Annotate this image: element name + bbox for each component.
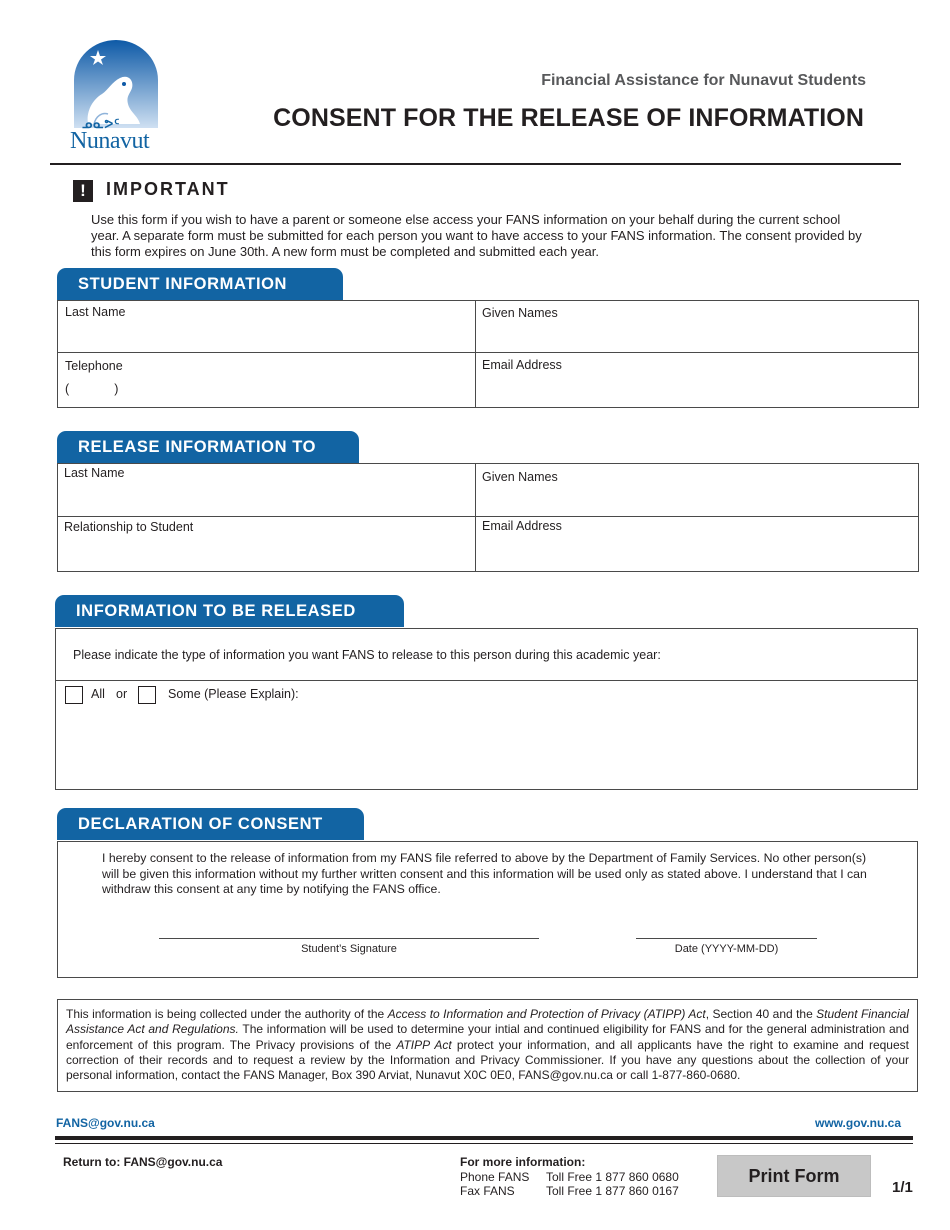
gov-website-link[interactable]: www.gov.nu.ca	[814, 1116, 901, 1130]
important-heading: IMPORTANT	[106, 179, 230, 199]
footer-divider-thin	[55, 1143, 913, 1144]
program-name: Financial Assistance for Nunavut Students	[541, 72, 866, 89]
return-to: Return to: FANS@gov.nu.ca	[63, 1155, 223, 1169]
all-label: All	[91, 687, 105, 701]
logo-wordmark: Nunavut	[70, 128, 150, 154]
declaration-heading: DECLARATION OF CONSENT	[57, 808, 364, 840]
fans-email-link[interactable]: FANS@gov.nu.ca	[56, 1116, 155, 1130]
release-to-box	[57, 463, 919, 572]
relationship-field[interactable]	[58, 517, 475, 571]
info-released-box	[55, 628, 918, 790]
signature-label: Student’s Signature	[301, 943, 397, 955]
page-number: 1/1	[892, 1179, 913, 1196]
contact-info	[460, 1155, 679, 1199]
student-last-name-label: Last Name	[65, 305, 126, 319]
fax-number: Toll Free 1 877 860 0167	[546, 1184, 679, 1198]
atipp-act-ref: Access to Information and Protection of Privacy (ATIPP) Act	[387, 1007, 706, 1021]
student-info-heading: STUDENT INFORMATION	[57, 268, 343, 300]
explain-textarea[interactable]	[166, 709, 906, 785]
exclamation-icon: !	[73, 180, 93, 202]
release-given-names-label: Given Names	[482, 470, 558, 484]
student-given-names-field[interactable]	[476, 301, 918, 352]
declaration-box	[57, 841, 918, 978]
date-line[interactable]	[636, 938, 817, 939]
declaration-text: I hereby consent to the release of information from my FANS file referred to above by the Department of Family Services. No other person(s) will be given this information without my further written consent and this information will be used only as stated above. I understand that I can withdraw this consent at any time by notifying the FANS office.	[102, 851, 867, 896]
all-checkbox[interactable]	[65, 686, 83, 704]
student-telephone-label: Telephone	[65, 359, 123, 373]
privacy-text: This information is being collected under the authority of the	[66, 1007, 388, 1021]
student-email-label: Email Address	[482, 358, 562, 372]
student-telephone-field[interactable]	[58, 353, 475, 407]
student-given-names-label: Given Names	[482, 306, 558, 320]
fax-label: Fax FANS	[460, 1184, 515, 1198]
release-email-label: Email Address	[482, 519, 562, 533]
row-divider	[56, 680, 917, 681]
header-divider	[50, 163, 901, 165]
release-last-name-label: Last Name	[64, 466, 125, 480]
release-given-names-field[interactable]	[476, 464, 918, 516]
footer-divider-thick	[55, 1136, 913, 1140]
privacy-text: The information will be used to determine your intial and continued eligibility for FANS and for the general administration and enforcement of this program. The Privacy provisions of the	[66, 1022, 909, 1052]
signature-line[interactable]	[159, 938, 539, 939]
phone-label: Phone FANS	[460, 1169, 530, 1184]
release-email-field[interactable]	[476, 517, 918, 571]
important-text: Use this form if you wish to have a parent or someone else access your FANS information on your behalf during the current school year. A separate form must be submitted for each person you want to have access to your FANS information. The consent provided by this form expires on June 30th. A new form must be completed and submitted each year.	[91, 212, 862, 259]
atipp-act-short-ref: ATIPP Act	[396, 1037, 452, 1052]
release-last-name-field[interactable]	[58, 464, 475, 516]
some-label: Some (Please Explain):	[168, 687, 299, 701]
or-label: or	[116, 687, 128, 701]
privacy-text: , Section 40 and the	[705, 1007, 817, 1021]
privacy-notice	[57, 999, 918, 1092]
release-to-heading: RELEASE INFORMATION TO	[57, 431, 359, 463]
student-last-name-field[interactable]	[58, 301, 475, 352]
student-email-field[interactable]	[476, 353, 918, 407]
student-info-box	[57, 300, 919, 408]
phone-number: Toll Free 1 877 860 0680	[546, 1169, 679, 1184]
logo-syllabics: ᓄᓇᕗᑦ	[82, 117, 121, 131]
info-released-heading: INFORMATION TO BE RELEASED	[55, 595, 404, 627]
info-released-prompt: Please indicate the type of information you want FANS to release to this person during this academic year:	[73, 648, 661, 662]
date-label: Date (YYYY-MM-DD)	[674, 943, 779, 955]
privacy-text: protect your information, and all applicants have the right to examine and request correction of their records and to request a review by the Information and Privacy Commissioner. If you have any questions about the collection of your personal information, contact the FANS Manager, Box 390 Arviat, Nunavut X0C 0E0, FANS@gov.nu.ca or call 1-877-860-0680.	[66, 1037, 909, 1083]
print-form-button[interactable]: Print Form	[717, 1155, 871, 1197]
page-title: CONSENT FOR THE RELEASE OF INFORMATION	[273, 104, 864, 132]
relationship-label: Relationship to Student	[64, 520, 194, 534]
some-checkbox[interactable]	[138, 686, 156, 704]
more-info-heading: For more information:	[460, 1155, 586, 1169]
sfa-act-ref: Student Financial Assistance Act and Regulations.	[66, 1007, 909, 1037]
area-code-brackets: ( )	[65, 382, 119, 396]
